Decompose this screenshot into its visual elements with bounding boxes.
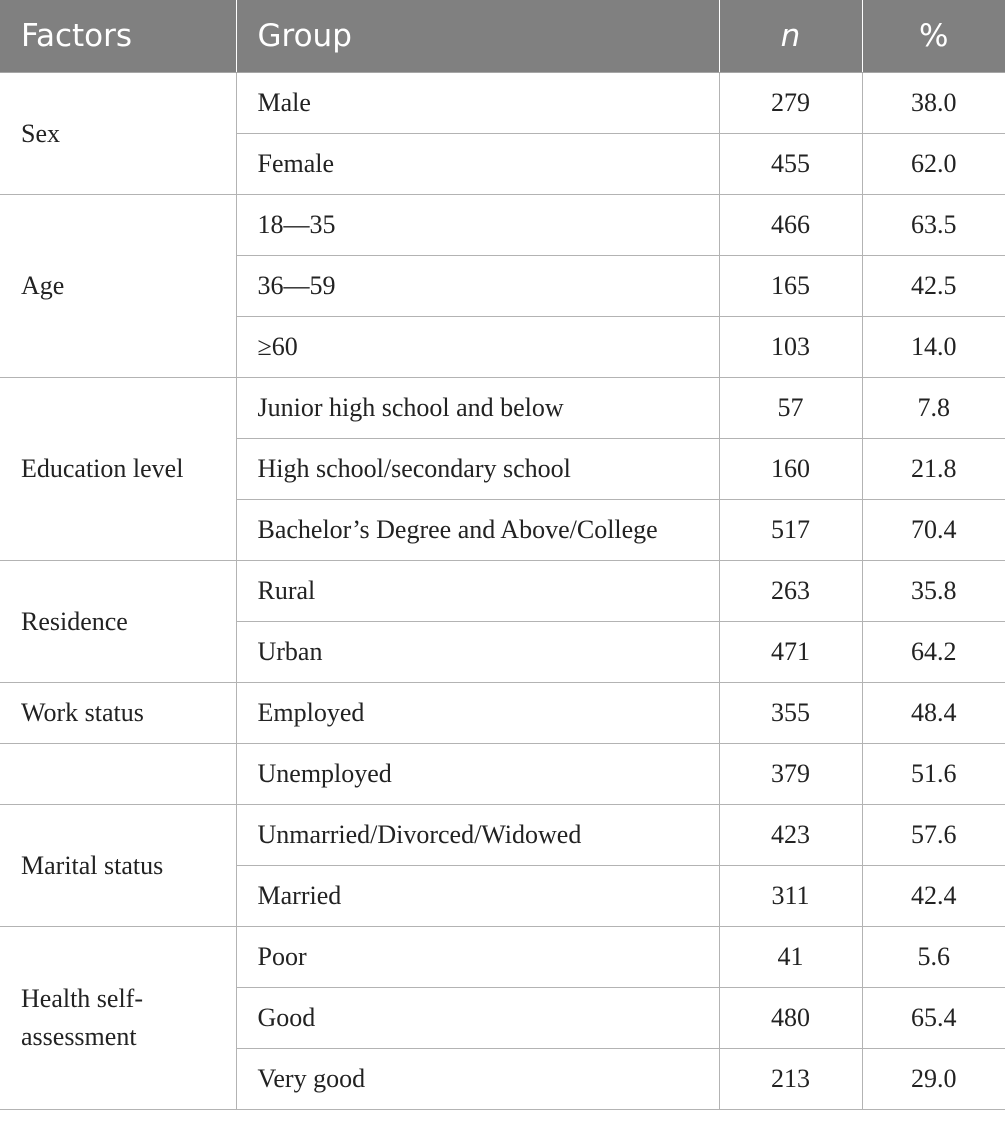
group-cell: Good	[236, 988, 719, 1049]
group-cell: Married	[236, 866, 719, 927]
group-cell: High school/secondary school	[236, 439, 719, 500]
group-cell: Unemployed	[236, 744, 719, 805]
percent-cell: 35.8	[862, 561, 1005, 622]
group-cell: 36—59	[236, 256, 719, 317]
factor-cell: Work status	[0, 683, 236, 744]
count-cell: 160	[719, 439, 862, 500]
count-cell: 517	[719, 500, 862, 561]
header-n: n	[719, 0, 862, 73]
percent-cell: 42.5	[862, 256, 1005, 317]
table-row	[0, 927, 1005, 988]
factor-cell: Age	[0, 195, 236, 378]
table-row	[0, 73, 1005, 134]
percent-cell: 70.4	[862, 500, 1005, 561]
group-cell: Female	[236, 134, 719, 195]
group-cell: Employed	[236, 683, 719, 744]
factor-cell: Sex	[0, 73, 236, 195]
percent-cell: 48.4	[862, 683, 1005, 744]
group-cell: 18—35	[236, 195, 719, 256]
table-row	[0, 195, 1005, 256]
group-cell: Junior high school and below	[236, 378, 719, 439]
factor-cell	[0, 927, 236, 1110]
percent-cell: 64.2	[862, 622, 1005, 683]
count-cell: 263	[719, 561, 862, 622]
count-cell: 480	[719, 988, 862, 1049]
group-cell: Very good	[236, 1049, 719, 1110]
factor-cell: Marital status	[0, 805, 236, 927]
percent-cell: 21.8	[862, 439, 1005, 500]
group-cell: Male	[236, 73, 719, 134]
factor-cell: Residence	[0, 561, 236, 683]
count-cell: 57	[719, 378, 862, 439]
count-cell: 379	[719, 744, 862, 805]
factor-cell: Education level	[0, 378, 236, 561]
header-group: Group	[236, 0, 719, 73]
header-row	[0, 0, 1005, 73]
group-cell: Unmarried/Divorced/Widowed	[236, 805, 719, 866]
percent-cell: 38.0	[862, 73, 1005, 134]
count-cell: 423	[719, 805, 862, 866]
percent-cell: 51.6	[862, 744, 1005, 805]
group-cell: Bachelor’s Degree and Above/College	[236, 500, 719, 561]
count-cell: 165	[719, 256, 862, 317]
header-percent: %	[862, 0, 1005, 73]
table-header	[0, 0, 1005, 73]
percent-cell: 65.4	[862, 988, 1005, 1049]
factor-label: Health self-assessment	[21, 984, 144, 1051]
count-cell: 455	[719, 134, 862, 195]
percent-cell: 14.0	[862, 317, 1005, 378]
group-cell: Urban	[236, 622, 719, 683]
header-factors: Factors	[0, 0, 236, 73]
percent-cell: 29.0	[862, 1049, 1005, 1110]
group-cell: Rural	[236, 561, 719, 622]
group-cell: ≥60	[236, 317, 719, 378]
count-cell: 466	[719, 195, 862, 256]
table-row	[0, 561, 1005, 622]
count-cell: 103	[719, 317, 862, 378]
percent-cell: 5.6	[862, 927, 1005, 988]
count-cell: 41	[719, 927, 862, 988]
percent-cell: 7.8	[862, 378, 1005, 439]
factor-cell	[0, 744, 236, 805]
count-cell: 355	[719, 683, 862, 744]
count-cell: 279	[719, 73, 862, 134]
count-cell: 311	[719, 866, 862, 927]
count-cell: 213	[719, 1049, 862, 1110]
percent-cell: 62.0	[862, 134, 1005, 195]
table-body	[0, 73, 1005, 1110]
group-cell: Poor	[236, 927, 719, 988]
percent-cell: 63.5	[862, 195, 1005, 256]
table-row	[0, 378, 1005, 439]
table-row	[0, 744, 1005, 805]
table-row	[0, 683, 1005, 744]
percent-cell: 57.6	[862, 805, 1005, 866]
count-cell: 471	[719, 622, 862, 683]
table-row	[0, 805, 1005, 866]
percent-cell: 42.4	[862, 866, 1005, 927]
